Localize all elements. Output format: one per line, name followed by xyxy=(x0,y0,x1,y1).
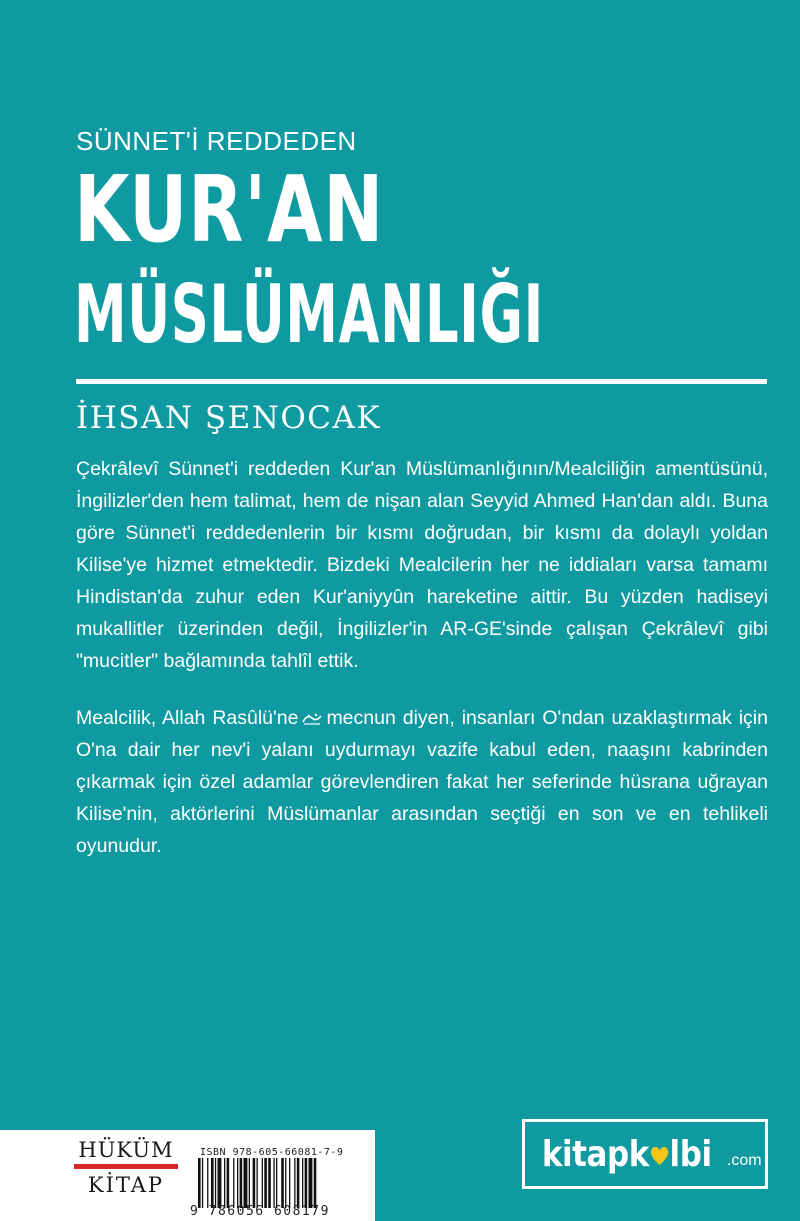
barcode-bar xyxy=(218,1158,222,1208)
barcode-bar xyxy=(289,1158,290,1208)
barcode-bar xyxy=(253,1158,256,1208)
store-badge xyxy=(522,1119,768,1189)
barcode-bar xyxy=(264,1158,267,1208)
title-line-2: MÜSLÜMANLIĞI xyxy=(74,268,544,361)
barcode-bar xyxy=(227,1158,230,1208)
barcode-bar xyxy=(273,1158,274,1208)
blurb-paragraph-2 xyxy=(76,702,768,862)
supertitle: SÜNNET'İ REDDEDEN xyxy=(76,126,357,156)
barcode-bar xyxy=(309,1158,313,1208)
barcode-bar xyxy=(294,1158,295,1208)
heart-icon xyxy=(650,1146,669,1166)
isbn-label: ISBN 978-605-66081-7-9 xyxy=(200,1147,344,1158)
blurb-paragraph-2-part-1: Mealcilik, Allah Rasûlü'ne xyxy=(76,707,299,729)
barcode-bar xyxy=(314,1158,317,1208)
barcode-bar xyxy=(276,1158,277,1208)
publisher-red-bar xyxy=(74,1164,178,1169)
title-divider xyxy=(76,379,767,384)
store-name-left: kitapk xyxy=(542,1133,650,1175)
barcode-bar xyxy=(207,1158,208,1208)
barcode-bar xyxy=(297,1158,300,1208)
store-badge-inner xyxy=(525,1122,765,1186)
title-line-1: KUR'AN xyxy=(74,156,385,263)
barcode-bar xyxy=(268,1158,271,1208)
barcode-bar xyxy=(302,1158,303,1208)
author-name: İHSAN ŞENOCAK xyxy=(76,400,382,436)
blurb xyxy=(76,453,768,887)
barcode-bar xyxy=(262,1158,263,1208)
barcode-bar xyxy=(202,1158,203,1208)
barcode-bar xyxy=(224,1158,225,1208)
barcode-bar xyxy=(215,1158,216,1208)
barcode-bar xyxy=(285,1158,286,1208)
blurb-paragraph-2-part-2: mecnun diyen, insanları O'ndan uzaklaştırmak için O'na dair her nev'i yalanı uydurmayı vazife kabul eden, naaşını kabrinden çıkarmak için özel adamlar görevlendiren fakat her seferinde hüsrana uğrayan Kilise'nin, aktörlerini Müslümanlar arasından seçtiği en son ve en tehlikeli oyunudur. xyxy=(76,707,768,857)
store-tld: .com xyxy=(726,1152,762,1169)
store-name-right: lbi xyxy=(669,1133,713,1175)
barcode-bar xyxy=(249,1158,250,1208)
barcode-digits: 9 786056 608179 xyxy=(190,1204,330,1219)
publisher-logo xyxy=(74,1138,178,1197)
barcode-bar xyxy=(198,1158,201,1208)
publisher-name-bottom: KİTAP xyxy=(87,1173,165,1197)
barcode-bar xyxy=(233,1158,234,1208)
barcode-graphic xyxy=(196,1158,356,1208)
barcode-bar xyxy=(257,1158,258,1208)
blurb-paragraph-1: Çekrâlevî Sünnet'i reddeden Kur'an Müslümanlığının/Mealciliğin amentüsünü, İngilizler'den hem talimat, hem de nişan alan Seyyid Ahmed Han'dan aldı. Buna göre Sünnet'i reddedenlerin bir kısmı doğrudan, bir kısmı da dolaylı yoldan Kilise'ye hizmet etmektedir. Bizdeki Mealcilerin her ne iddiaları varsa tamamı Hindistan'da zuhur eden Kur'aniyyûn hareketine aittir. Bu yüzden hadiseyi mukallitler üzerinden değil, İngilizler'in AR-GE'sinde çalışan Çekrâlevî gibi "mucitler" bağlamında tahlîl ettik. xyxy=(76,458,768,672)
barcode-bar xyxy=(237,1158,238,1208)
barcode-bar xyxy=(244,1158,248,1208)
salawat-calligraphy-icon xyxy=(301,712,323,726)
store-name xyxy=(542,1134,712,1175)
barcode-bar xyxy=(211,1158,214,1208)
barcode-bar xyxy=(281,1158,284,1208)
barcode-bar xyxy=(305,1158,308,1208)
publisher-name-top: HÜKÜM xyxy=(78,1138,174,1162)
barcode-bar xyxy=(240,1158,243,1208)
